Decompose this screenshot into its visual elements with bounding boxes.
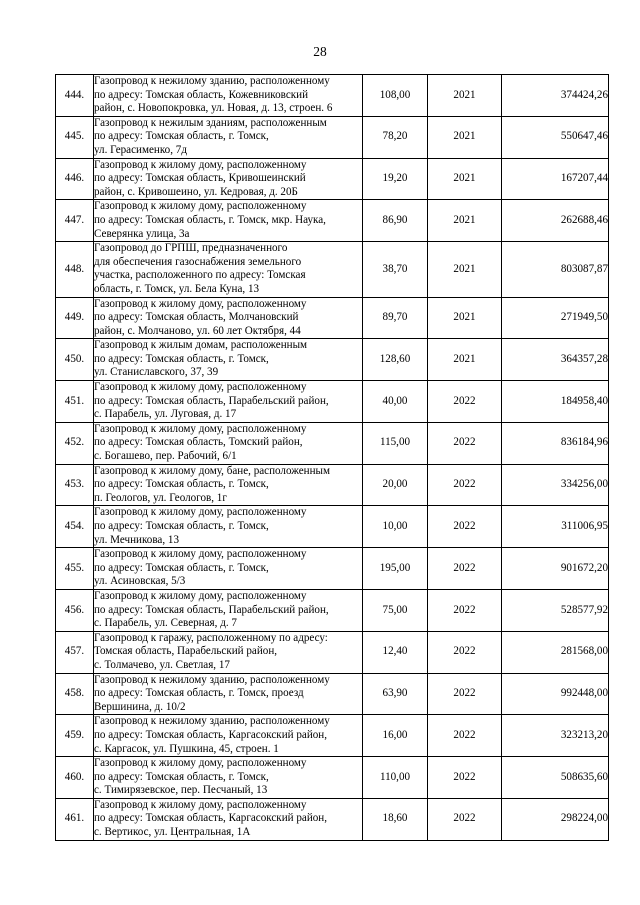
cost-cell: 311006,95 — [502, 506, 609, 548]
description-line: по адресу: Томская область, Кожевниковский — [94, 88, 309, 101]
year-cell: 2022 — [428, 673, 502, 715]
table-row — [56, 506, 609, 548]
length-cell: 10,00 — [363, 506, 428, 548]
description-line: Вершинина, д. 10/2 — [94, 700, 186, 713]
year-cell: 2022 — [428, 757, 502, 799]
table-row — [56, 631, 609, 673]
year-cell: 2021 — [428, 75, 502, 117]
description-line: с. Толмачево, ул. Светлая, 17 — [94, 658, 230, 671]
page-number: 28 — [313, 44, 327, 59]
row-number-cell: 456. — [56, 589, 94, 631]
registry-table-body — [56, 75, 609, 841]
description-line: район, с. Новопокровка, ул. Новая, д. 13, строен. 6 — [94, 102, 333, 115]
description-line: с. Парабель, ул. Северная, д. 7 — [94, 617, 237, 630]
table-row — [56, 548, 609, 590]
row-number-cell: 445. — [56, 116, 94, 158]
year-cell: 2021 — [428, 200, 502, 242]
table-row — [56, 589, 609, 631]
description-line: район, с. Молчаново, ул. 60 лет Октября, 44 — [94, 324, 301, 337]
row-number-cell: 457. — [56, 631, 94, 673]
row-number-cell: 449. — [56, 297, 94, 339]
description-line: Газопровод к жилому дому, расположенному — [94, 506, 307, 519]
description-line: по адресу: Томская область, Молчановский — [94, 311, 299, 324]
description-line: по адресу: Томская область, Парабельский район, — [94, 603, 329, 616]
year-cell: 2021 — [428, 242, 502, 297]
table-row — [56, 757, 609, 799]
length-cell: 40,00 — [363, 381, 428, 423]
length-cell: 115,00 — [363, 422, 428, 464]
description-line: область, г. Томск, ул. Бела Куна, 13 — [94, 282, 260, 295]
object-description-cell — [94, 422, 363, 464]
length-cell: 108,00 — [363, 75, 428, 117]
table-row — [56, 673, 609, 715]
row-number-cell: 458. — [56, 673, 94, 715]
table-row — [56, 381, 609, 423]
cost-cell: 281568,00 — [502, 631, 609, 673]
year-cell: 2022 — [428, 422, 502, 464]
object-description-cell — [94, 158, 363, 200]
description-line: Газопровод до ГРПШ, предназначенного — [94, 242, 288, 255]
year-cell: 2022 — [428, 464, 502, 506]
description-line: по адресу: Томская область, г. Томск, — [94, 770, 269, 783]
table-row — [56, 75, 609, 117]
description-line: Томская область, Парабельский район, — [94, 645, 278, 658]
object-description-cell — [94, 589, 363, 631]
length-cell: 78,20 — [363, 116, 428, 158]
length-cell: 18,60 — [363, 798, 428, 840]
description-line: Газопровод к жилому дому, расположенному — [94, 158, 307, 171]
object-description-cell — [94, 464, 363, 506]
description-line: Газопровод к нежилому зданию, расположенному — [94, 75, 330, 87]
length-cell: 20,00 — [363, 464, 428, 506]
row-number-cell: 459. — [56, 715, 94, 757]
table-row — [56, 200, 609, 242]
cost-cell: 836184,96 — [502, 422, 609, 464]
cost-cell: 528577,92 — [502, 589, 609, 631]
table-row — [56, 158, 609, 200]
row-number-cell: 444. — [56, 75, 94, 117]
length-cell: 128,60 — [363, 339, 428, 381]
description-line: с. Тимирязевское, пер. Песчаный, 13 — [94, 784, 268, 797]
cost-cell: 508635,60 — [502, 757, 609, 799]
description-line: Газопровод к гаражу, расположенному по адресу: — [94, 631, 328, 644]
table-row — [56, 339, 609, 381]
year-cell: 2021 — [428, 339, 502, 381]
cost-cell: 550647,46 — [502, 116, 609, 158]
description-line: по адресу: Томская область, Томский район, — [94, 436, 303, 449]
description-line: Газопровод к нежилому зданию, расположенному — [94, 673, 330, 686]
description-line: Газопровод к жилому дому, расположенному — [94, 297, 307, 310]
row-number-cell: 451. — [56, 381, 94, 423]
description-line: ул. Асиновская, 5/3 — [94, 575, 186, 588]
description-line: Газопровод к нежилому зданию, расположенному — [94, 715, 330, 728]
object-description-cell — [94, 715, 363, 757]
row-number-cell: 450. — [56, 339, 94, 381]
description-line: ул. Мечникова, 13 — [94, 533, 179, 546]
cost-cell: 992448,00 — [502, 673, 609, 715]
object-description-cell — [94, 673, 363, 715]
object-description-cell — [94, 200, 363, 242]
length-cell: 110,00 — [363, 757, 428, 799]
row-number-cell: 448. — [56, 242, 94, 297]
description-line: для обеспечения газоснабжения земельного — [94, 255, 302, 268]
cost-cell: 323213,20 — [502, 715, 609, 757]
description-line: с. Каргасок, ул. Пушкина, 45, строен. 1 — [94, 742, 279, 755]
description-line: с. Парабель, ул. Луговая, д. 17 — [94, 408, 237, 421]
row-number-cell: 455. — [56, 548, 94, 590]
year-cell: 2022 — [428, 715, 502, 757]
year-cell: 2021 — [428, 297, 502, 339]
row-number-cell: 453. — [56, 464, 94, 506]
cost-cell: 901672,20 — [502, 548, 609, 590]
description-line: с. Богашево, пер. Рабочий, 6/1 — [94, 450, 237, 463]
description-line: п. Геологов, ул. Геологов, 1г — [94, 491, 227, 504]
row-number-cell: 452. — [56, 422, 94, 464]
table-row — [56, 116, 609, 158]
description-line: ул. Станиславского, 37, 39 — [94, 366, 219, 379]
table-row — [56, 422, 609, 464]
length-cell: 16,00 — [363, 715, 428, 757]
description-line: по адресу: Томская область, Каргасокский район, — [94, 812, 328, 825]
row-number-cell: 447. — [56, 200, 94, 242]
year-cell: 2021 — [428, 116, 502, 158]
description-line: Газопровод к жилому дому, расположенному — [94, 589, 307, 602]
row-number-cell: 454. — [56, 506, 94, 548]
object-description-cell — [94, 757, 363, 799]
length-cell: 75,00 — [363, 589, 428, 631]
object-description-cell — [94, 506, 363, 548]
description-line: по адресу: Томская область, г. Томск, — [94, 561, 269, 574]
table-row — [56, 715, 609, 757]
gas-pipeline-registry-table — [55, 74, 609, 841]
length-cell: 38,70 — [363, 242, 428, 297]
cost-cell: 271949,50 — [502, 297, 609, 339]
object-description-cell — [94, 548, 363, 590]
table-row — [56, 242, 609, 297]
cost-cell: 374424,26 — [502, 75, 609, 117]
description-line: по адресу: Томская область, Парабельский район, — [94, 394, 329, 407]
length-cell: 63,90 — [363, 673, 428, 715]
description-line: по адресу: Томская область, г. Томск, мкр. Наука, — [94, 213, 326, 226]
description-line: по адресу: Томская область, Кривошеинский — [94, 172, 306, 185]
year-cell: 2022 — [428, 798, 502, 840]
length-cell: 89,70 — [363, 297, 428, 339]
description-line: Газопровод к нежилым зданиям, расположенным — [94, 116, 327, 129]
description-line: по адресу: Томская область, Каргасокский район, — [94, 728, 328, 741]
description-line: участка, расположенного по адресу: Томская — [94, 269, 306, 282]
year-cell: 2022 — [428, 631, 502, 673]
year-cell: 2022 — [428, 506, 502, 548]
table-row — [56, 297, 609, 339]
object-description-cell — [94, 381, 363, 423]
description-line: Газопровод к жилому дому, расположенному — [94, 548, 307, 561]
description-line: с. Вертикос, ул. Центральная, 1А — [94, 826, 251, 839]
object-description-cell — [94, 297, 363, 339]
object-description-cell — [94, 339, 363, 381]
description-line: по адресу: Томская область, г. Томск, проезд — [94, 687, 304, 700]
description-line: Газопровод к жилому дому, бане, расположенным — [94, 464, 331, 477]
object-description-cell — [94, 75, 363, 117]
description-line: Газопровод к жилому дому, расположенному — [94, 798, 307, 811]
length-cell: 86,90 — [363, 200, 428, 242]
year-cell: 2022 — [428, 548, 502, 590]
object-description-cell — [94, 242, 363, 297]
length-cell: 12,40 — [363, 631, 428, 673]
cost-cell: 184958,40 — [502, 381, 609, 423]
cost-cell: 334256,00 — [502, 464, 609, 506]
description-line: район, с. Кривошеино, ул. Кедровая, д. 20Б — [94, 185, 298, 198]
description-line: Газопровод к жилому дому, расположенному — [94, 200, 307, 213]
description-line: Северянка улица, 3а — [94, 227, 190, 240]
cost-cell: 298224,00 — [502, 798, 609, 840]
table-row — [56, 464, 609, 506]
year-cell: 2022 — [428, 589, 502, 631]
cost-cell: 803087,87 — [502, 242, 609, 297]
cost-cell: 364357,28 — [502, 339, 609, 381]
cost-cell: 167207,44 — [502, 158, 609, 200]
description-line: Газопровод к жилому дому, расположенному — [94, 757, 307, 770]
description-line: Газопровод к жилому дому, расположенному — [94, 381, 307, 394]
year-cell: 2021 — [428, 158, 502, 200]
description-line: по адресу: Томская область, г. Томск, — [94, 352, 269, 365]
object-description-cell — [94, 116, 363, 158]
row-number-cell: 446. — [56, 158, 94, 200]
description-line: Газопровод к жилому дому, расположенному — [94, 422, 307, 435]
description-line: по адресу: Томская область, г. Томск, — [94, 520, 269, 533]
row-number-cell: 460. — [56, 757, 94, 799]
table-row — [56, 798, 609, 840]
description-line: по адресу: Томская область, г. Томск, — [94, 478, 269, 491]
year-cell: 2022 — [428, 381, 502, 423]
description-line: по адресу: Томская область, г. Томск, — [94, 130, 269, 143]
length-cell: 195,00 — [363, 548, 428, 590]
cost-cell: 262688,46 — [502, 200, 609, 242]
description-line: Газопровод к жилым домам, расположенным — [94, 339, 308, 352]
description-line: ул. Герасименко, 7д — [94, 143, 187, 156]
object-description-cell — [94, 798, 363, 840]
object-description-cell — [94, 631, 363, 673]
row-number-cell: 461. — [56, 798, 94, 840]
length-cell: 19,20 — [363, 158, 428, 200]
